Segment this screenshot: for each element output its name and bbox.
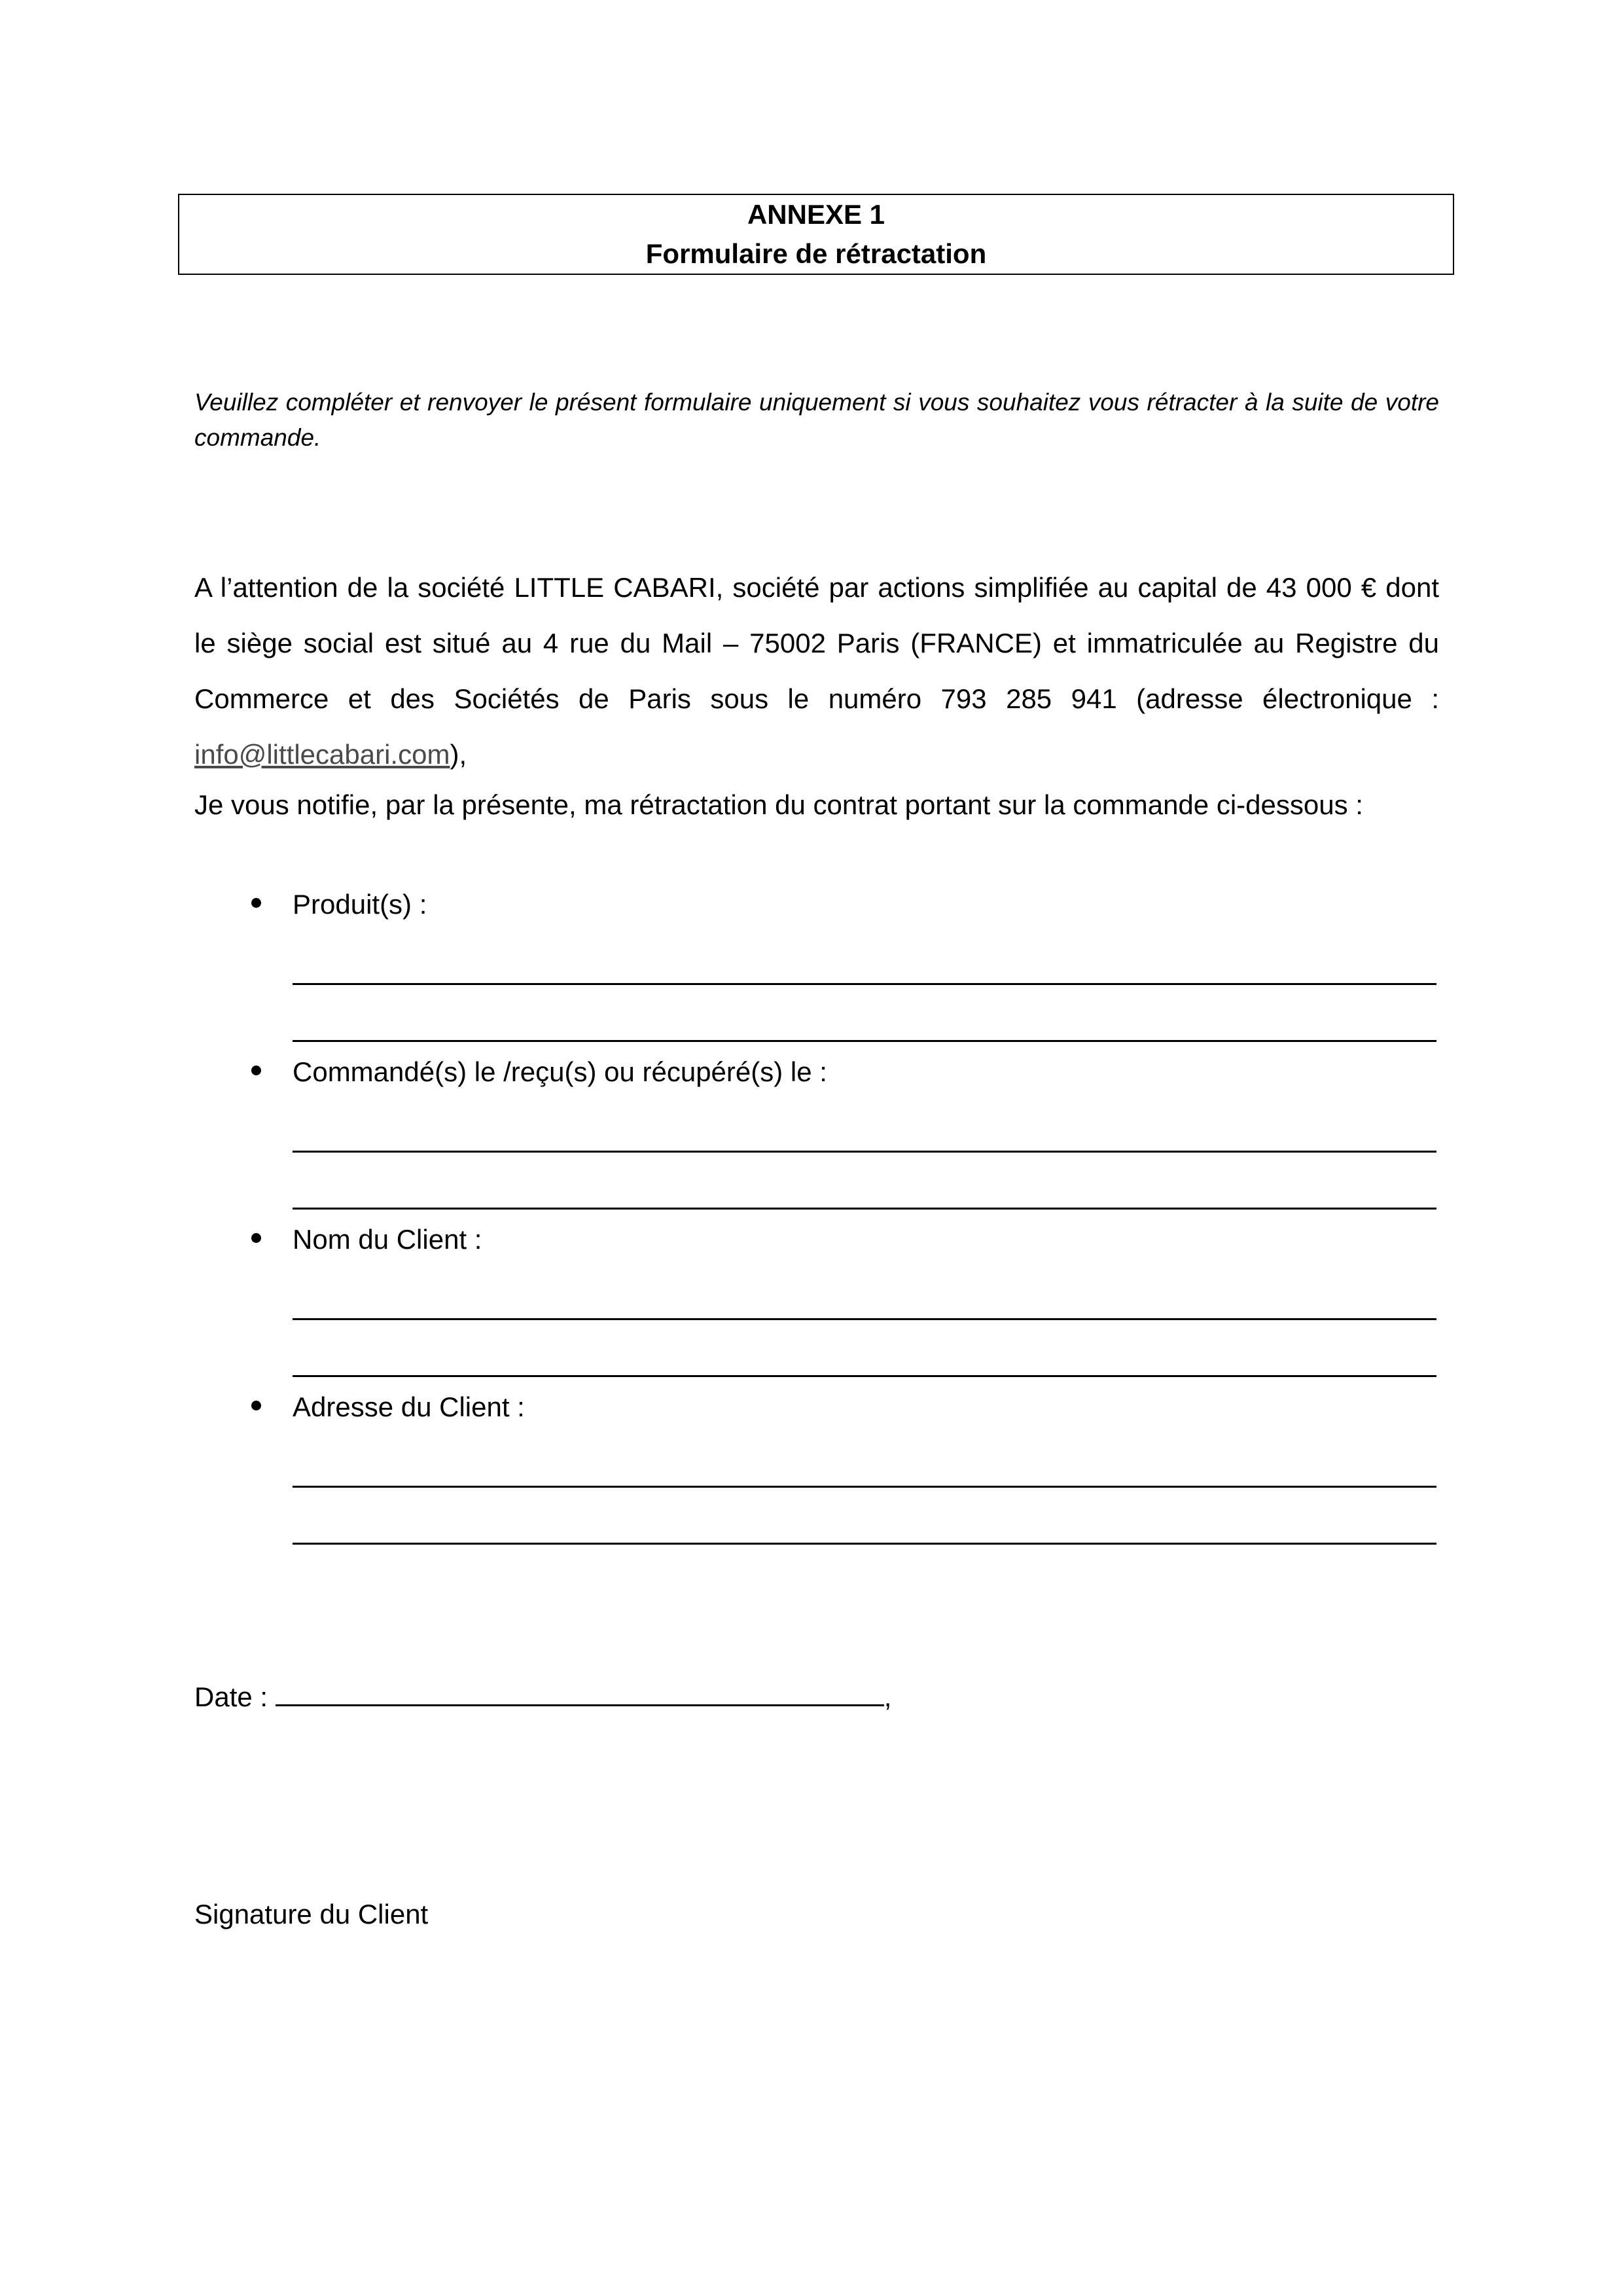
intro-instruction: Veuillez compléter et renvoyer le présent formulaire uniquement si vous souhaitez vous rétracter à la suite de votre commande. [194, 389, 1439, 451]
order-dates-line-1[interactable] [293, 1151, 1436, 1153]
client-address-line-1[interactable] [293, 1486, 1436, 1488]
client-name-line-1[interactable] [293, 1318, 1436, 1320]
date-row [194, 1676, 891, 1717]
products-line-1[interactable] [293, 983, 1436, 985]
client-name-line-2[interactable] [293, 1375, 1436, 1377]
attention-suffix: ), [450, 739, 467, 770]
bullet-icon [251, 1401, 261, 1410]
products-line-2[interactable] [293, 1040, 1436, 1042]
notification-statement: Je vous notifie, par la présente, ma rétractation du contrat portant sur la commande ci-dessous : [194, 789, 1363, 820]
field-label: Commandé(s) le /reçu(s) ou récupéré(s) le : [293, 1056, 827, 1087]
date-input-line[interactable] [276, 1676, 884, 1706]
client-address-line-2[interactable] [293, 1543, 1436, 1545]
bullet-icon [251, 898, 261, 908]
field-label: Nom du Client : [293, 1224, 482, 1255]
company-email-link[interactable]: info@littlecabari.com [194, 739, 450, 770]
bullet-icon [251, 1233, 261, 1243]
field-label: Adresse du Client : [293, 1391, 525, 1422]
date-label: Date : [194, 1681, 276, 1712]
order-dates-line-2[interactable] [293, 1208, 1436, 1210]
annex-number: ANNEXE 1 [747, 199, 885, 230]
bullet-icon [251, 1066, 261, 1075]
attention-text: A l’attention de la société LITTLE CABARI, société par actions simplifiée au capital de 43 000 € dont le siège social est situé au 4 rue du Mail – 75002 Paris (FRANCE) et immatriculée au Registre du Commerce et des Sociétés de Paris sous le numéro 793 285 941 (adresse électronique : [194, 572, 1439, 714]
field-label: Produit(s) : [293, 889, 427, 920]
form-title: Formulaire de rétractation [645, 238, 987, 269]
signature-label: Signature du Client [194, 1899, 429, 1929]
attention-paragraph [194, 560, 1439, 782]
date-suffix: , [883, 1681, 892, 1712]
annex-title-box [178, 194, 1454, 275]
